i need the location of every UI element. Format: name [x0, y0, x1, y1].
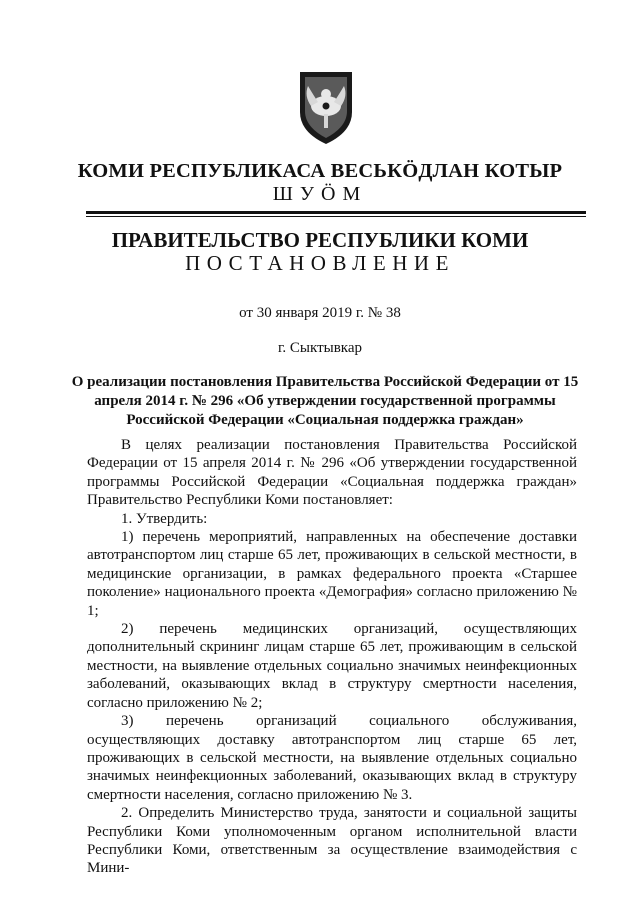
komi-government-title: КОМИ РЕСПУБЛИКАСА ВЕСЬКӦДЛАН КОТЫР — [77, 160, 563, 182]
komi-coat-of-arms-icon — [296, 66, 356, 146]
header-divider-thick — [86, 211, 586, 214]
document-body — [87, 436, 577, 878]
paragraph-item-1: 1. Утвердить: — [121, 510, 208, 527]
header-divider-thin — [86, 216, 586, 217]
document-title: О реализации постановления Правительства Российской Федерации от 15 апреля 2014 г. № 296 «Об утверждении государственной программы Российской Федерации «Социальная поддержка граждан» — [71, 374, 579, 428]
paragraph-preamble: В целях реализации постановления Правительства Российской Федерации от 15 апреля 2014 г. № 296 «Об утверждении государственной программы Российской Федерации «Социальная поддержка граждан» Правительство Республики Коми постановляет: — [87, 437, 577, 509]
paragraph-subitem-2: 2) перечень медицинских организаций, осуществляющих дополнительный скрининг лицам старше 65 лет, проживающим в сельской местности, на выявление отдельных социально значимых неинфекционных заболеваний, оказывающих вклад в структуру смертности населения, согласно приложению № 2; — [87, 621, 577, 711]
paragraph-item-2: 2. Определить Министерство труда, занятости и социальной защиты Республики Коми уполномоченным органом исполнительной власти Республики Коми, ответственным за осуществление взаимодействия с Мини- — [87, 805, 577, 877]
document-city: г. Сыктывкар — [277, 340, 363, 356]
ru-government-title: ПРАВИТЕЛЬСТВО РЕСПУБЛИКИ КОМИ — [111, 228, 529, 252]
ru-document-type: ПОСТАНОВЛЕНИЕ — [185, 251, 455, 275]
komi-document-type: ШУӦМ — [272, 183, 368, 205]
document-date-number: от 30 января 2019 г. № 38 — [239, 305, 401, 321]
paragraph-subitem-1: 1) перечень мероприятий, направленных на обеспечение доставки автотранспортом лиц старше 65 лет, проживающих в сельской местности, в медицинские организации, в рамках федерального проекта «Старшее поколение» национального проекта «Демография» согласно приложению № 1; — [87, 529, 577, 619]
paragraph-subitem-3: 3) перечень организаций социального обслуживания, осуществляющих доставку автотранспортом лиц старше 65 лет, проживающих в сельской местности, на выявление отдельных социально значимых неинфекционных заболеваний, оказывающих вклад в структуру смертности населения, согласно приложению № 3. — [87, 713, 577, 803]
